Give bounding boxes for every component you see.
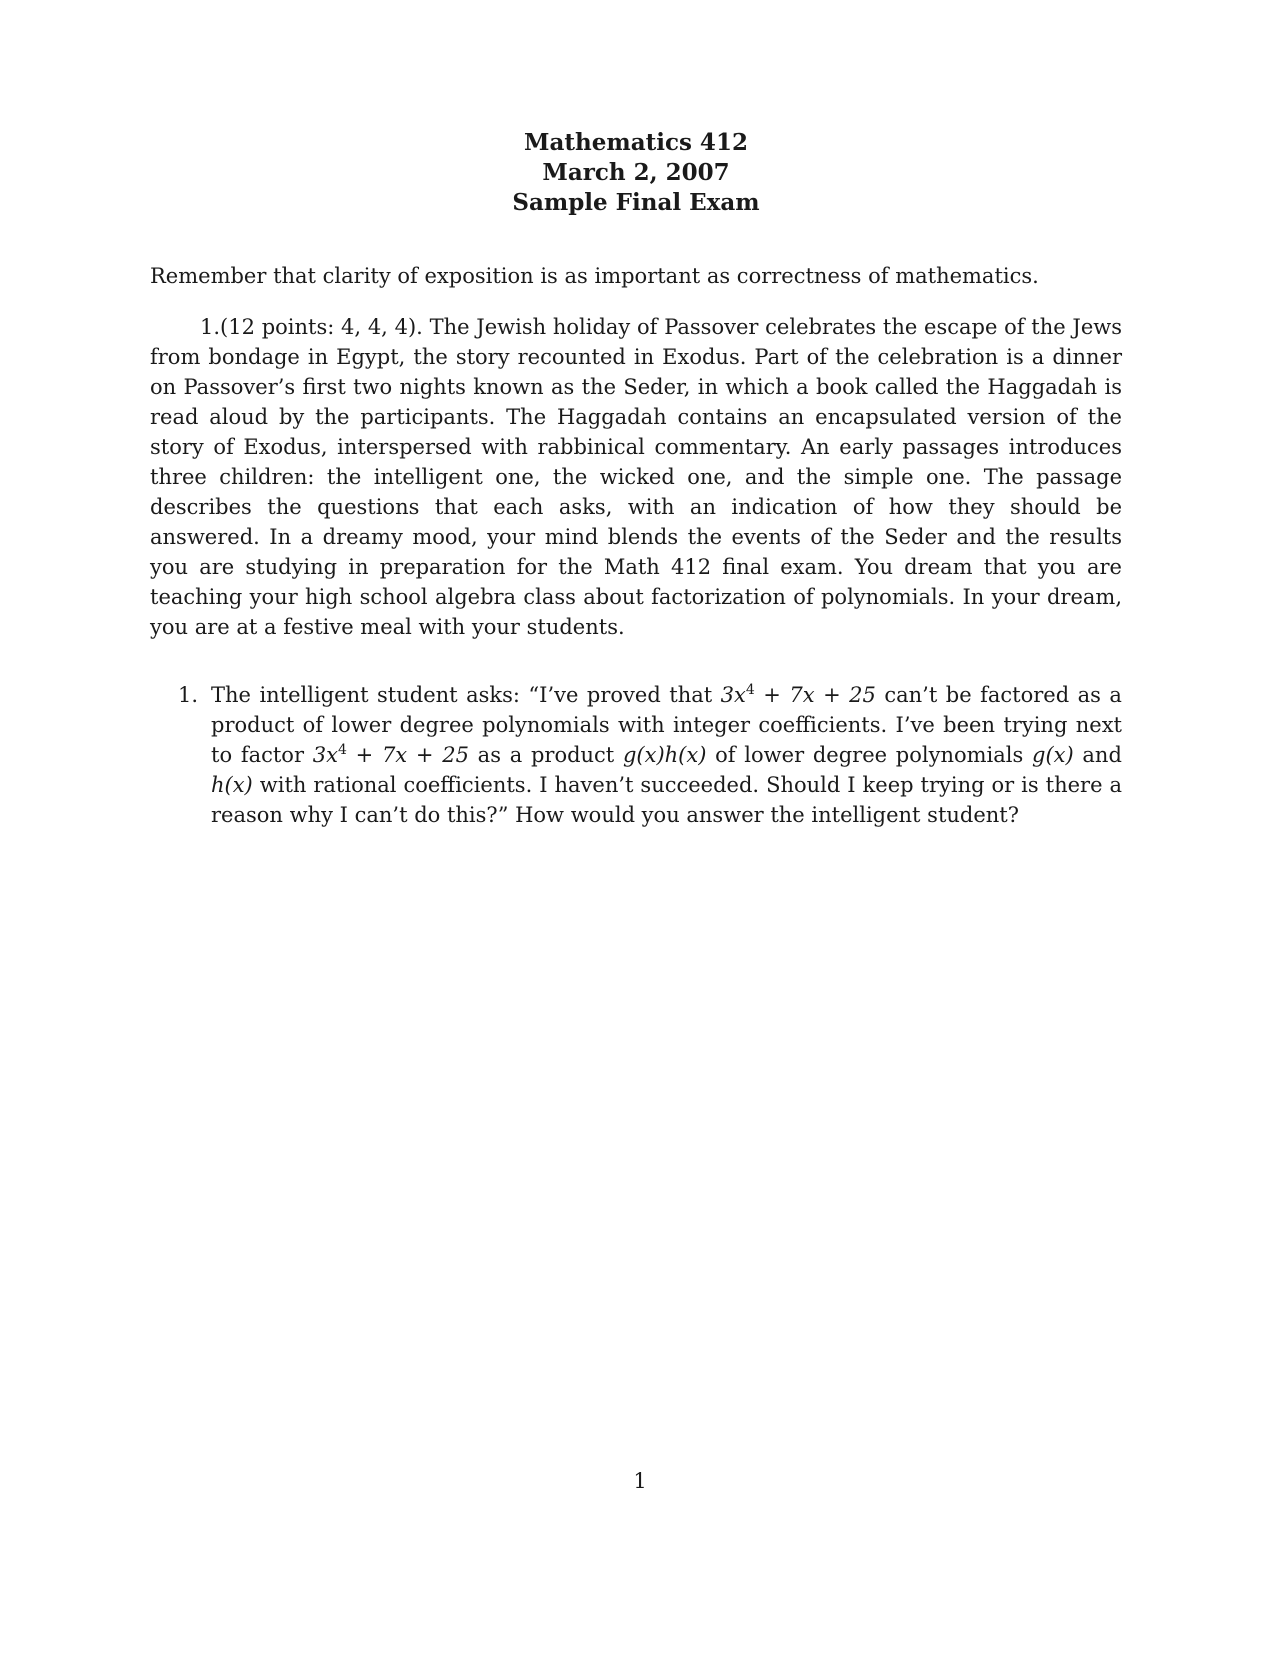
page-number: 1 bbox=[633, 1469, 647, 1493]
exam-title: Sample Final Exam bbox=[512, 189, 760, 216]
polynomial-h: h(x) bbox=[211, 773, 253, 797]
subpart-number: 1. bbox=[178, 683, 199, 707]
subpart-list bbox=[150, 680, 1122, 830]
subpart-text-b: can’t be factored as a product of lower degree polynomials with integer coefficients. I’ve been trying next to factor bbox=[211, 683, 1122, 767]
polynomial-1: $3x^4 + 7x + 25$ bbox=[720, 682, 876, 707]
subpart-text-d: of lower degree polynomials bbox=[715, 743, 1024, 767]
course-title: Mathematics 412 bbox=[524, 129, 748, 156]
subpart-text-f: with rational coefficients. I haven’t succeeded. Should I keep trying or is there a reason why I can’t do this?” How would you answer the intelligent student? bbox=[211, 773, 1122, 827]
exam-date: March 2, 2007 bbox=[542, 159, 730, 186]
intro-note: Remember that clarity of exposition is as important as correctness of mathematics. bbox=[150, 264, 1039, 288]
subpart-text-a: The intelligent student asks: “I’ve proved that bbox=[211, 683, 713, 707]
polynomial-g: g(x) bbox=[1032, 743, 1074, 767]
subpart-item bbox=[150, 680, 1122, 830]
problem-1 bbox=[150, 312, 1122, 642]
problem-1-label: 1.(12 points: 4, 4, 4). bbox=[200, 315, 423, 339]
product-gh: g(x)h(x) bbox=[622, 743, 707, 767]
exam-header bbox=[150, 128, 1122, 218]
problem-1-text: The Jewish holiday of Passover celebrates the escape of the Jews from bondage in Egypt, the story recounted in Exodus. Part of the celebration is a dinner on Passover’s first two nights known as the Seder, in which a book called the Haggadah is read aloud by the participants. The Haggadah contains an encapsulated version of the story of Exodus, interspersed with rabbinical commentary. An early passages introduces three children: the intelligent one, the wicked one, and the simple one. The passage describes the questions that each asks, with an indication of how they should be answered. In a dreamy mood, your mind blends the events of the Seder and the results you are studying in preparation for the Math 412 final exam. You dream that you are teaching your high school algebra class about factorization of polynomials. In your dream, you are at a festive meal with your students. bbox=[150, 315, 1122, 639]
subpart-text-c: as a product bbox=[477, 743, 615, 767]
polynomial-2: $3x^4 + 7x + 25$ bbox=[312, 742, 469, 767]
subpart-text-e: and bbox=[1082, 743, 1122, 767]
exam-page bbox=[150, 128, 1122, 851]
